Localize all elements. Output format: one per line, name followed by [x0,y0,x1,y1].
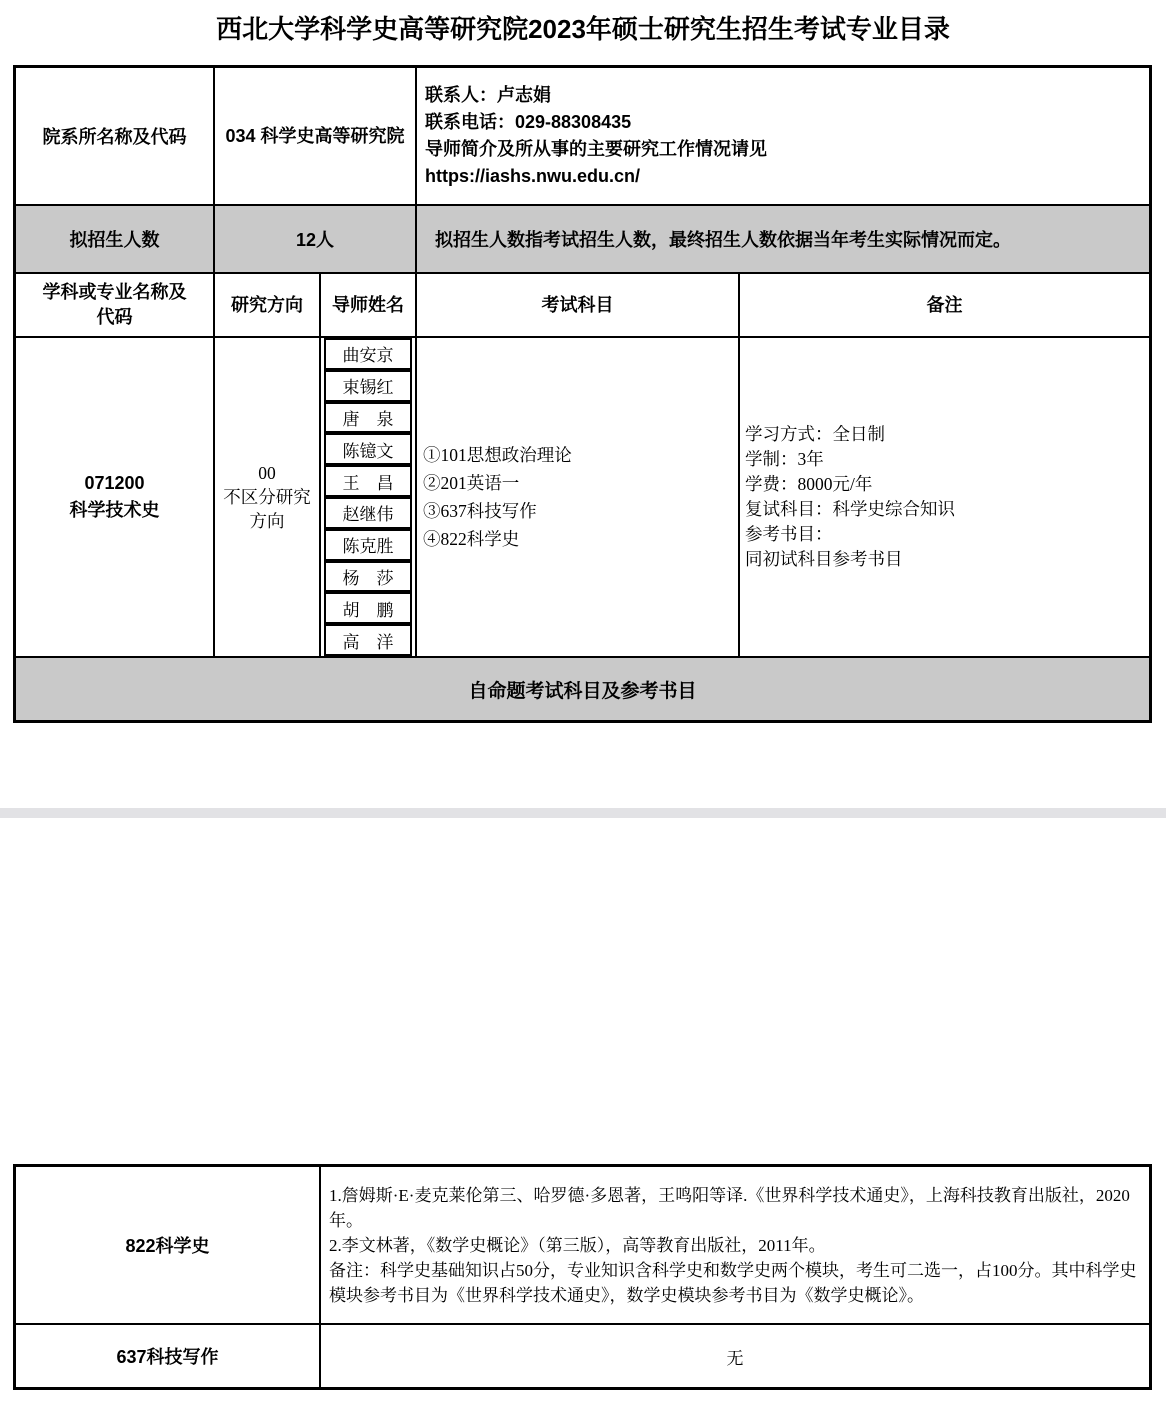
exam-subject-line: ②201英语一 [423,473,520,493]
quota-row [16,206,1149,274]
contact-line: 联系人：卢志娟 [425,85,551,105]
supervisor-cell: 陈镱文 [324,433,412,465]
supervisor-cell: 杨 莎 [324,561,412,593]
content-line: 1.詹姆斯·E·麦克莱伦第三、哈罗德·多恩著，王鸣阳等译.《世界科学技术通史》，上海科技教育出版社，2020年。 [329,1185,1130,1230]
major-row [16,338,1149,658]
exam-subject-line: ④822科学史 [423,529,520,549]
remark-line: 复试科目：科学史综合知识 [745,499,955,519]
supervisor-list [321,338,417,656]
major-cell [16,338,215,656]
header-cell-remarks: 备注 [926,294,963,315]
header-cell-major: 学科或专业名称及代码 [16,274,215,336]
direction-code: 00 [258,463,276,483]
quota-value-cell: 12人 [215,206,417,272]
remark-line: 学习方式：全日制 [745,424,885,444]
remark-line: 学制：3年 [745,449,824,469]
subject-822-cell: 822科学史 [16,1167,321,1323]
subject-822-content [321,1167,1149,1323]
supervisor-cell: 曲安京 [324,338,412,370]
supervisor-cell: 唐 泉 [324,402,412,434]
self-proposed-banner: 自命题考试科目及参考书目 [468,680,697,702]
quota-note-cell: 拟招生人数指考试招生人数，最终招生人数依据当年考生实际情况而定。 [435,230,1011,250]
supervisor-cell: 高 洋 [324,624,412,656]
header-cell-subjects: 考试科目 [417,274,740,336]
major-code: 071200 [84,473,145,493]
major-name: 科学技术史 [69,500,160,520]
remark-line: 参考书目： [745,524,833,544]
subject-637-content: 无 [726,1348,744,1368]
supervisor-cell: 束锡红 [324,370,412,402]
content-line: 备注：科学史基础知识占50分，专业知识含科学史和数学史两个模块，考生可二选一，占100分。其中科学史模块参考书目为《世界科学技术通史》，数学史模块参考书目为《数学史概论》。 [329,1260,1137,1305]
supervisor-cell: 赵继伟 [324,497,412,529]
table-row [16,1167,1149,1325]
exam-subjects-cell [417,338,740,656]
contact-line: 联系电话：029-88308435 [425,112,632,132]
contact-line: https://iashs.nwu.edu.cn/ [425,166,641,186]
remarks-cell [740,338,1149,656]
admissions-table [13,65,1152,723]
supervisor-cell: 陈克胜 [324,529,412,561]
exam-subject-line: ①101思想政治理论 [423,445,572,465]
supervisor-cell: 王 昌 [324,465,412,497]
content-line: 2.李文林著，《数学史概论》（第三版），高等教育出版社，2011年。 [329,1235,826,1255]
table-row [16,1325,1149,1387]
subject-637-cell: 637科技写作 [16,1325,321,1387]
header-cell-direction: 研究方向 [215,274,321,336]
dept-code-cell: 034 科学史高等研究院 [215,68,417,204]
quota-label-cell: 拟招生人数 [16,206,215,272]
page-title: 西北大学科学史高等研究院2023年硕士研究生招生考试专业目录 [216,14,950,44]
self-proposed-banner-row [16,658,1149,720]
reference-books-table [13,1164,1152,1390]
dept-label-cell: 院系所名称及代码 [16,68,215,204]
column-header-row [16,274,1149,338]
header-cell-supervisor: 导师姓名 [321,274,417,336]
remark-line: 同初试科目参考书目 [745,549,903,569]
dept-row [16,68,1149,206]
exam-subject-line: ③637科技写作 [423,501,537,521]
contact-line: 导师简介及所从事的主要研究工作情况请见 [425,139,767,159]
direction-cell [215,338,321,656]
contact-info-cell [417,68,1149,204]
direction-name: 不区分研究方向 [223,487,311,531]
page-separator-bar [0,808,1166,818]
supervisor-cell: 胡 鹏 [324,592,412,624]
remark-line: 学费：8000元/年 [745,474,873,494]
